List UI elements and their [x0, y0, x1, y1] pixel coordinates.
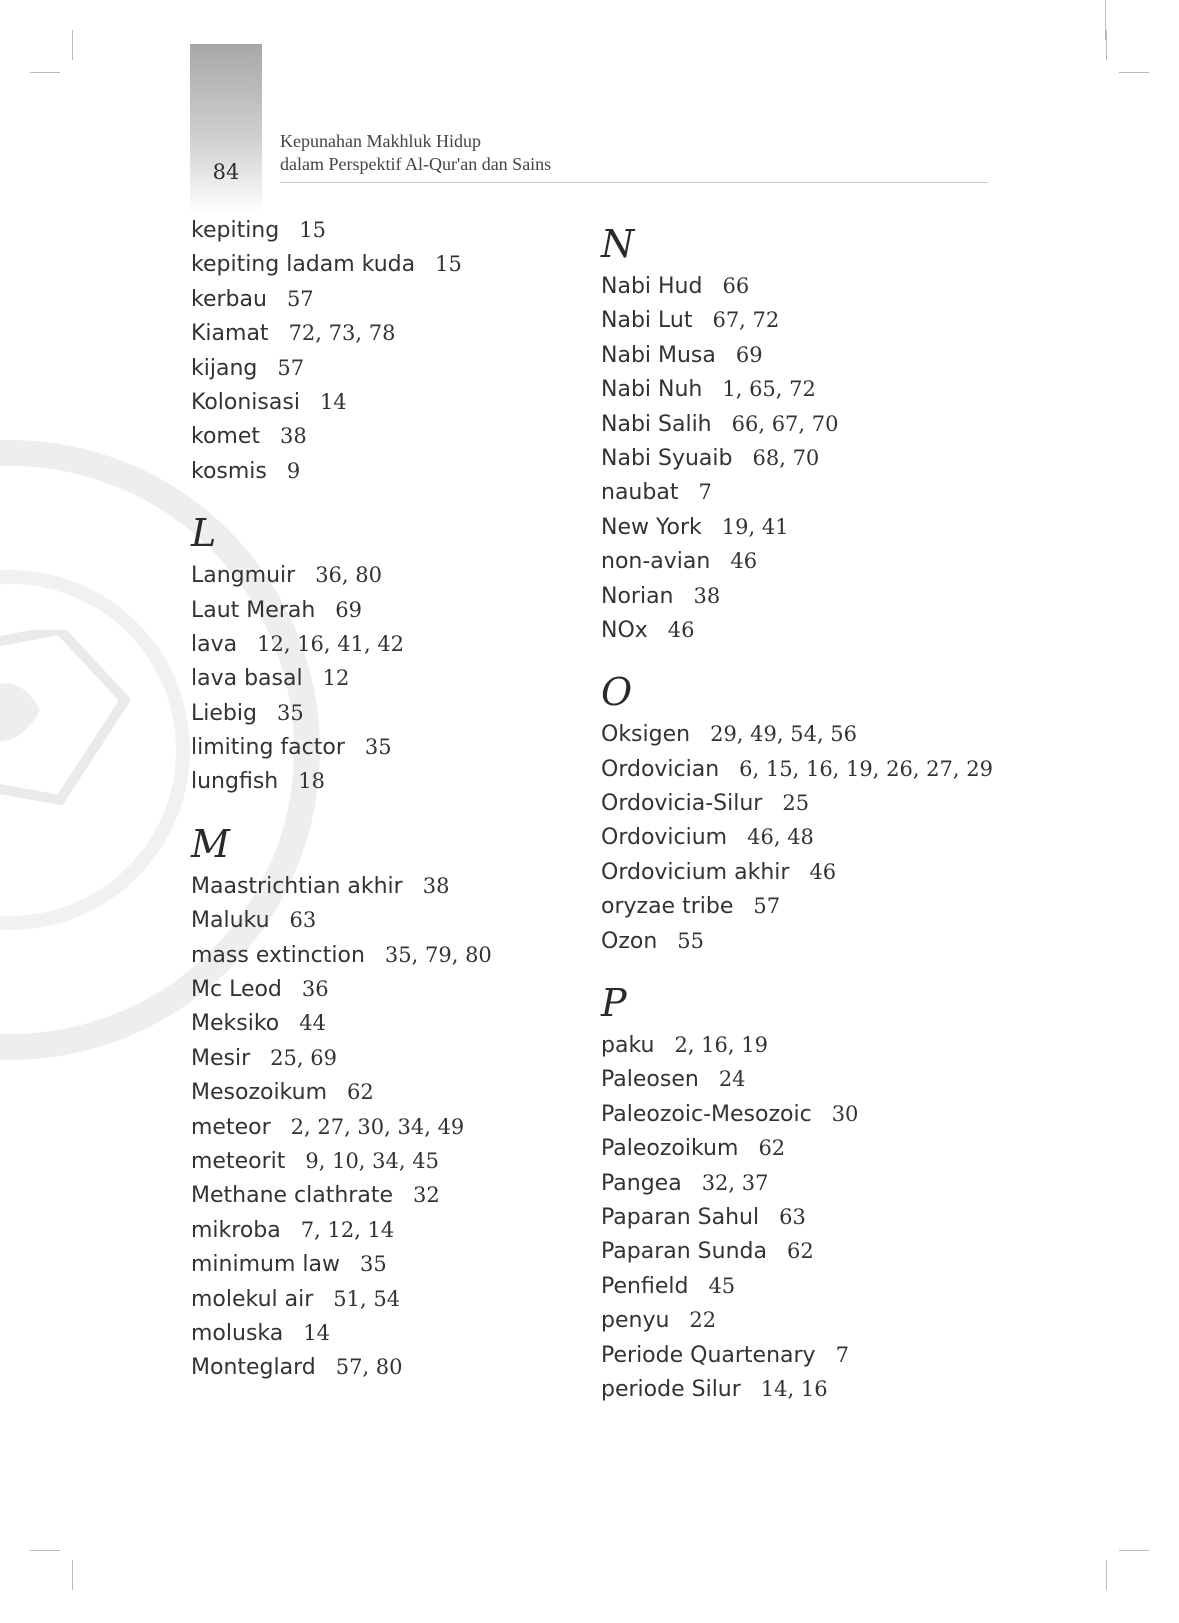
index-term: komet [191, 424, 261, 450]
index-page-numbers: 15 [299, 218, 326, 242]
index-entry [191, 593, 581, 627]
index-page-numbers: 12 [322, 666, 350, 691]
index-entry [191, 282, 581, 316]
index-page-numbers: 38 [693, 583, 721, 608]
index-entry [601, 372, 1001, 406]
index-entry [601, 510, 1001, 544]
index-entry [191, 419, 581, 453]
crop-mark [30, 72, 60, 73]
index-page-numbers: 7 [698, 480, 712, 505]
index-entry [191, 558, 581, 592]
index-page-numbers: 38 [280, 424, 307, 449]
crop-mark [1106, 1560, 1107, 1590]
index-page-numbers: 25 [782, 791, 810, 816]
index-term: Mesir [191, 1045, 251, 1071]
page-number-tab [190, 44, 262, 214]
index-entry [601, 855, 1001, 889]
index-term: Nabi Salih [601, 411, 712, 437]
index-entry [191, 661, 581, 695]
index-entry [601, 338, 1001, 372]
index-page-numbers: 69 [735, 342, 763, 367]
index-entry [601, 407, 1001, 441]
index-entry [191, 938, 581, 972]
index-entry [601, 1269, 1001, 1303]
index-entry [191, 1075, 581, 1109]
index-term: oryzae tribe [601, 894, 734, 920]
index-term: periode Silur [601, 1376, 741, 1402]
index-entry [191, 351, 581, 385]
index-page-numbers: 51, 54 [333, 1286, 401, 1311]
index-term: Norian [601, 583, 674, 609]
index-term: Pangea [601, 1170, 682, 1196]
index-entry [191, 1006, 581, 1040]
index-term: Ordovicium akhir [601, 859, 790, 885]
index-entry [601, 1062, 1001, 1096]
index-page-numbers: 57, 80 [335, 1355, 403, 1380]
index-letter-l: L [191, 511, 217, 556]
crop-mark [72, 30, 73, 60]
index-entry [191, 627, 581, 661]
index-term: Ordovician [601, 756, 720, 782]
page-number: 84 [212, 160, 240, 184]
index-term: minimum law [191, 1252, 340, 1278]
index-term: mass extinction [191, 942, 365, 968]
index-column-left [191, 213, 581, 1385]
index-page-numbers: 62 [786, 1239, 814, 1264]
index-page-numbers: 36 [301, 977, 329, 1002]
index-letter-o: O [601, 670, 633, 715]
crop-mark [30, 1550, 60, 1551]
index-entry [191, 1041, 581, 1075]
index-section-n [601, 269, 1001, 647]
index-term: Penfield [601, 1273, 689, 1299]
index-term: Liebig [191, 700, 257, 726]
index-term: kerbau [191, 286, 267, 312]
index-term: Kolonisasi [191, 389, 300, 415]
index-page-numbers: 15 [435, 252, 462, 277]
index-term: Nabi Hud [601, 274, 703, 299]
index-page-numbers: 62 [758, 1136, 786, 1161]
index-page-numbers: 14 [319, 389, 347, 414]
index-entry [191, 972, 581, 1006]
index-page-numbers: 32, 37 [701, 1170, 769, 1195]
index-section-l [191, 558, 581, 799]
index-term: Nabi Syuaib [601, 445, 733, 471]
index-page-numbers: 46 [809, 859, 837, 884]
index-page-numbers: 46, 48 [747, 825, 814, 850]
index-entry [191, 1178, 581, 1212]
index-term: Laut Merah [191, 597, 316, 623]
index-page-numbers: 35 [359, 1252, 387, 1277]
index-entry [191, 213, 581, 247]
index-term: Ozon [601, 928, 658, 954]
index-term: limiting factor [191, 735, 345, 761]
index-entry [601, 1028, 1001, 1062]
index-page-numbers: 14, 16 [760, 1376, 828, 1401]
index-entry [601, 544, 1001, 578]
index-entry [191, 1144, 581, 1178]
index-term: NOx [601, 617, 648, 643]
index-term: penyu [601, 1308, 670, 1334]
index-term: lava basal [191, 666, 303, 692]
index-entry [601, 613, 1001, 647]
index-entry [601, 1234, 1001, 1268]
index-entry [191, 1110, 581, 1144]
index-term: Ordovicium [601, 825, 728, 851]
index-page-numbers: 66, 67, 70 [731, 411, 839, 436]
index-page-numbers: 38 [422, 873, 450, 898]
index-page-numbers: 36, 80 [315, 563, 382, 588]
index-term: Periode Quartenary [601, 1342, 816, 1368]
index-term: Maastrichtian akhir [191, 873, 403, 899]
index-term: Oksigen [601, 722, 691, 748]
index-page-numbers: 9 [286, 458, 301, 483]
index-term: paku [601, 1033, 655, 1059]
crop-mark [1106, 30, 1107, 60]
index-term: Methane clathrate [191, 1183, 393, 1209]
index-page-numbers: 57 [286, 286, 314, 311]
index-entry [601, 752, 1001, 786]
index-page-numbers: 29, 49, 54, 56 [710, 722, 858, 747]
index-term: mikroba [191, 1217, 281, 1243]
watermark-stamp-inner-ring [0, 570, 190, 930]
index-page-numbers: 7, 12, 14 [300, 1217, 395, 1242]
index-page-numbers: 7 [835, 1342, 849, 1367]
index-page-numbers: 57 [753, 894, 781, 919]
index-entry [191, 1282, 581, 1316]
index-page-numbers: 46 [730, 549, 758, 574]
index-term: meteorit [191, 1148, 286, 1174]
index-page-numbers: 6, 15, 16, 19, 26, 27, 29 [739, 756, 993, 781]
index-entry [601, 1372, 1001, 1406]
index-entry [601, 1131, 1001, 1165]
index-term: Paleosen [601, 1067, 699, 1093]
index-term: Nabi Nuh [601, 377, 703, 403]
index-page-numbers: 2, 16, 19 [674, 1033, 768, 1058]
index-term: Maluku [191, 908, 270, 934]
index-entry [191, 1213, 581, 1247]
index-page-numbers: 24 [718, 1067, 746, 1092]
index-term: kepiting [191, 218, 280, 243]
index-term: Langmuir [191, 563, 296, 589]
index-entry [601, 1166, 1001, 1200]
index-term: Kiamat [191, 321, 269, 347]
index-page-numbers: 22 [689, 1308, 717, 1333]
index-section-o [601, 717, 1001, 958]
index-entry [601, 1200, 1001, 1234]
header-rule [280, 182, 988, 183]
index-term: Monteglard [191, 1355, 316, 1381]
index-term: Paleozoic-Mesozoic [601, 1101, 812, 1127]
index-entry [191, 903, 581, 937]
index-term: Paleozoikum [601, 1136, 739, 1162]
index-term: Nabi Lut [601, 308, 693, 334]
index-term: molekul air [191, 1286, 314, 1312]
index-page-numbers: 45 [708, 1273, 736, 1298]
crop-mark [1119, 72, 1149, 73]
index-page-numbers: 30 [831, 1101, 859, 1126]
index-section-p [601, 1028, 1001, 1406]
index-entry [601, 1338, 1001, 1372]
index-entry [601, 579, 1001, 613]
index-page-numbers: 67, 72 [712, 308, 780, 333]
index-letter-p: P [601, 981, 627, 1026]
crop-mark [1119, 1550, 1149, 1551]
index-entry [191, 454, 581, 488]
index-page-numbers: 9, 10, 34, 45 [305, 1148, 439, 1173]
index-page-numbers: 35 [276, 700, 304, 725]
index-page-numbers: 68, 70 [752, 445, 820, 470]
index-page-numbers: 1, 65, 72 [722, 377, 816, 402]
index-section-k [191, 213, 581, 488]
index-term: Ordovicia-Silur [601, 791, 763, 817]
index-letter-m: M [191, 821, 230, 866]
index-page-numbers: 63 [289, 908, 317, 933]
index-entry [601, 1303, 1001, 1337]
running-head [280, 130, 551, 176]
index-entry [191, 1350, 581, 1384]
index-entry [601, 441, 1001, 475]
index-entry [601, 717, 1001, 751]
index-page-numbers: 14 [303, 1320, 330, 1345]
index-page-numbers: 44 [299, 1011, 326, 1036]
index-entry [601, 786, 1001, 820]
index-page-numbers: 55 [677, 928, 705, 953]
index-entry [601, 303, 1001, 337]
index-term: moluska [191, 1320, 284, 1346]
running-head-line-1: Kepunahan Makhluk Hidup [280, 131, 481, 151]
index-entry [601, 475, 1001, 509]
index-term: Paparan Sunda [601, 1239, 767, 1265]
index-page-numbers: 2, 27, 30, 34, 49 [290, 1114, 465, 1139]
index-entry [191, 385, 581, 419]
index-page-numbers: 62 [347, 1080, 374, 1105]
index-page-numbers: 35 [364, 735, 392, 760]
index-page-numbers: 63 [779, 1204, 806, 1229]
index-term: non-avian [601, 549, 711, 575]
index-page-numbers: 35, 79, 80 [384, 942, 492, 967]
index-page-numbers: 66 [722, 274, 750, 298]
index-entry [191, 247, 581, 281]
index-term: kosmis [191, 458, 267, 484]
running-head-line-2: dalam Perspektif Al-Qur'an dan Sains [280, 154, 552, 174]
index-page-numbers: 57 [277, 355, 305, 380]
index-term: lava [191, 631, 238, 657]
index-term: Nabi Musa [601, 342, 716, 368]
index-term: New York [601, 514, 702, 540]
index-page-numbers: 25, 69 [270, 1045, 337, 1070]
index-page-numbers: 46 [667, 617, 695, 642]
index-entry [601, 820, 1001, 854]
index-term: kepiting ladam kuda [191, 252, 416, 278]
index-entry [601, 924, 1001, 958]
index-term: naubat [601, 480, 679, 506]
crop-mark [72, 1560, 73, 1590]
index-term: Paparan Sahul [601, 1204, 760, 1230]
index-section-m [191, 869, 581, 1385]
index-term: lungfish [191, 769, 279, 795]
index-entry [191, 316, 581, 350]
index-page-numbers: 18 [298, 769, 325, 794]
index-term: meteor [191, 1114, 271, 1140]
index-term: Mc Leod [191, 977, 282, 1003]
index-term: Meksiko [191, 1011, 280, 1037]
index-page-numbers: 12, 16, 41, 42 [257, 631, 405, 656]
index-term: kijang [191, 355, 258, 381]
index-entry [191, 696, 581, 730]
index-page-numbers: 69 [335, 597, 363, 622]
index-entry [601, 1097, 1001, 1131]
index-entry [191, 1316, 581, 1350]
index-page-numbers: 19, 41 [721, 514, 789, 539]
index-entry [191, 730, 581, 764]
index-page-numbers: 72, 73, 78 [288, 321, 396, 346]
index-page-numbers: 32 [413, 1183, 440, 1208]
index-column-right [601, 213, 1001, 1406]
index-entry [191, 869, 581, 903]
index-entry [191, 764, 581, 798]
watermark-emblem [0, 630, 130, 810]
index-entry [601, 269, 1001, 303]
index-entry [191, 1247, 581, 1281]
index-entry [601, 889, 1001, 923]
index-term: Mesozoikum [191, 1080, 327, 1106]
index-letter-n: N [601, 222, 635, 266]
